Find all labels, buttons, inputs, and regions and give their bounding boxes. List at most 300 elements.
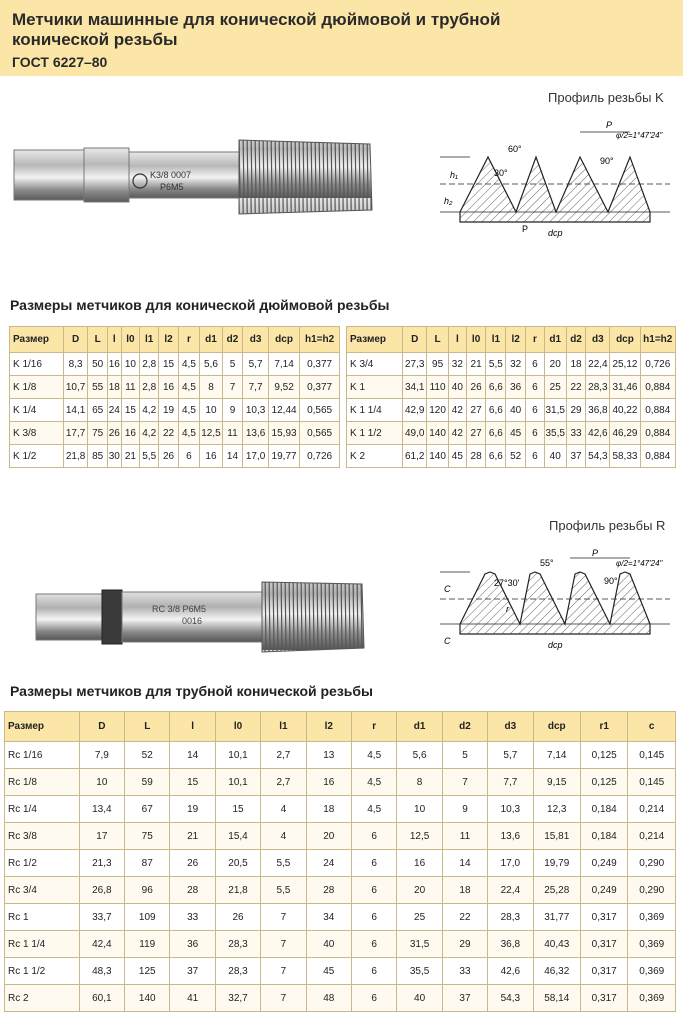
table-cell: 5,5: [261, 877, 306, 904]
table-cell: 0,125: [580, 769, 627, 796]
table-cell: 10,1: [215, 769, 260, 796]
table-cell: 28,3: [586, 376, 610, 399]
table-cell: 46,29: [610, 422, 640, 445]
table-cell: 30: [107, 445, 121, 468]
angle-90-label: 90°: [600, 156, 614, 166]
angle-90-r-label: 90°: [604, 576, 618, 586]
table-cell: 26,8: [79, 877, 124, 904]
table-cell: 40: [306, 931, 351, 958]
profile-r-label: Профиль резьбы R: [549, 518, 666, 533]
table-cell: 32: [449, 353, 467, 376]
table-cell: 20,5: [215, 850, 260, 877]
table-cell: 42,9: [403, 399, 427, 422]
table-cell: 11: [442, 823, 487, 850]
table-cell: 125: [125, 958, 170, 985]
table-cell: 36: [170, 931, 215, 958]
table-cell: 0,726: [300, 445, 340, 468]
table-row: [5, 985, 676, 1012]
table-cell: 28: [170, 877, 215, 904]
table-cell: 15,93: [268, 422, 299, 445]
table-cell: 33,7: [79, 904, 124, 931]
tap-r-marking-2: 0016: [182, 616, 203, 626]
table-cell: 12,5: [200, 422, 223, 445]
table-cell: 11: [222, 422, 242, 445]
table-cell: 7,7: [488, 769, 533, 796]
table-cell: 26: [215, 904, 260, 931]
p-r-label: P: [592, 548, 599, 558]
column-header: d3: [586, 327, 610, 353]
table-cell: 58,33: [610, 445, 640, 468]
table-cell: 9: [222, 399, 242, 422]
table-cell: 31,5: [544, 399, 566, 422]
table-cell: K 1/16: [10, 353, 64, 376]
column-header: dср: [533, 712, 580, 742]
table-cell: 20: [306, 823, 351, 850]
table-r-title: Размеры метчиков для трубной конической резьбы: [10, 683, 374, 699]
table-cell: 14: [222, 445, 242, 468]
table-row: [5, 742, 676, 769]
table-cell: 20: [544, 353, 566, 376]
table-row: [5, 823, 676, 850]
angle-60-label: 60°: [508, 144, 522, 154]
table-cell: 14: [170, 742, 215, 769]
column-header: l1: [261, 712, 306, 742]
table-cell: Rc 1/4: [5, 796, 80, 823]
page-title-line1: Метчики машинные для конической дюймовой и трубной: [12, 10, 501, 29]
table-cell: 45: [449, 445, 467, 468]
table-cell: 7: [261, 985, 306, 1012]
angle-30-label: 30°: [494, 168, 508, 178]
table-cell: 10,3: [243, 399, 269, 422]
column-header: l0: [215, 712, 260, 742]
table-cell: 35,5: [544, 422, 566, 445]
table-k-right: [346, 326, 676, 468]
table-cell: 6: [526, 399, 545, 422]
table-row: [5, 931, 676, 958]
tap-k-marking: K3/8 0007: [150, 170, 192, 180]
table-cell: 4,5: [178, 422, 199, 445]
table-cell: 15,4: [215, 823, 260, 850]
table-cell: 7,7: [243, 376, 269, 399]
column-header: l1: [140, 327, 159, 353]
column-header: d1: [200, 327, 223, 353]
table-cell: 15: [159, 353, 178, 376]
h1-label: h₁: [450, 170, 458, 180]
table-cell: 19,77: [268, 445, 299, 468]
table-cell: K 1/2: [10, 445, 64, 468]
table-cell: 0,184: [580, 796, 627, 823]
table-cell: 2,8: [140, 376, 159, 399]
table-cell: 0,290: [628, 877, 676, 904]
angle-55-label: 55°: [540, 558, 554, 568]
table-cell: 42,6: [586, 422, 610, 445]
table-row: [5, 769, 676, 796]
table-cell: 4,5: [352, 796, 397, 823]
table-cell: 9: [442, 796, 487, 823]
column-header: L: [427, 327, 449, 353]
table-cell: 16: [397, 850, 442, 877]
table-cell: 6,6: [486, 376, 506, 399]
table-cell: 14,1: [63, 399, 88, 422]
table-cell: 12,5: [397, 823, 442, 850]
table-cell: 15: [170, 769, 215, 796]
table-cell: 33: [170, 904, 215, 931]
column-header: r: [352, 712, 397, 742]
angle-phi-label: φ/2=1°47'24": [616, 131, 663, 140]
table-cell: 55: [88, 376, 107, 399]
table-cell: 16: [200, 445, 223, 468]
table-row: [5, 904, 676, 931]
table-cell: 25,28: [533, 877, 580, 904]
table-cell: 0,726: [640, 353, 675, 376]
table-cell: 4: [261, 823, 306, 850]
dcp-label: dср: [548, 228, 563, 238]
column-header: d2: [566, 327, 586, 353]
table-cell: 17,0: [488, 850, 533, 877]
p-bottom-label: P: [522, 224, 529, 234]
table-cell: 5: [442, 742, 487, 769]
table-cell: 40,43: [533, 931, 580, 958]
table-cell: 0,317: [580, 904, 627, 931]
table-cell: 0,290: [628, 850, 676, 877]
table-cell: K 2: [347, 445, 403, 468]
table-cell: 87: [125, 850, 170, 877]
tap-k-marking-2: P6M5: [160, 182, 184, 192]
table-cell: 7,14: [533, 742, 580, 769]
table-row: [5, 850, 676, 877]
table-cell: 42,4: [79, 931, 124, 958]
table-cell: 17,7: [63, 422, 88, 445]
table-cell: 17,0: [243, 445, 269, 468]
table-cell: 26: [466, 376, 486, 399]
profile-r-diagram: [430, 544, 678, 664]
table-cell: 45: [506, 422, 526, 445]
table-cell: 2,8: [140, 353, 159, 376]
table-cell: 31,46: [610, 376, 640, 399]
table-cell: 0,369: [628, 931, 676, 958]
table-cell: 4,5: [352, 769, 397, 796]
standard-label: ГОСТ 6227–80: [12, 54, 108, 70]
table-cell: 6: [352, 985, 397, 1012]
table-cell: 37: [442, 985, 487, 1012]
column-header: Размер: [5, 712, 80, 742]
column-header: dср: [268, 327, 299, 353]
table-cell: 8: [200, 376, 223, 399]
table-cell: 10,1: [215, 742, 260, 769]
column-header: d3: [488, 712, 533, 742]
table-cell: 0,377: [300, 376, 340, 399]
table-cell: 0,884: [640, 422, 675, 445]
table-cell: 75: [88, 422, 107, 445]
column-header: D: [63, 327, 88, 353]
table-cell: 6: [526, 353, 545, 376]
table-cell: 4,5: [352, 742, 397, 769]
table-cell: 28,3: [488, 904, 533, 931]
table-cell: Rc 3/8: [5, 823, 80, 850]
table-cell: 0,249: [580, 850, 627, 877]
table-cell: 21,8: [215, 877, 260, 904]
table-cell: 6,6: [486, 399, 506, 422]
table-cell: 60,1: [79, 985, 124, 1012]
table-cell: 17: [79, 823, 124, 850]
table-cell: 52: [125, 742, 170, 769]
table-cell: 6: [352, 823, 397, 850]
table-cell: 6: [352, 904, 397, 931]
table-cell: 29: [566, 399, 586, 422]
table-cell: 45: [306, 958, 351, 985]
table-cell: 140: [427, 422, 449, 445]
table-cell: 6: [352, 850, 397, 877]
table-cell: 36: [506, 376, 526, 399]
column-header: d3: [243, 327, 269, 353]
column-header: h1=h2: [640, 327, 675, 353]
table-cell: 21,3: [79, 850, 124, 877]
table-cell: 13: [306, 742, 351, 769]
table-cell: 6,6: [486, 445, 506, 468]
table-cell: 5,6: [397, 742, 442, 769]
table-cell: 35,5: [397, 958, 442, 985]
table-cell: 0,369: [628, 958, 676, 985]
table-cell: 20: [397, 877, 442, 904]
table-cell: 33: [442, 958, 487, 985]
table-cell: 37: [170, 958, 215, 985]
table-cell: 10: [200, 399, 223, 422]
table-cell: 95: [427, 353, 449, 376]
table-cell: Rc 1 1/4: [5, 931, 80, 958]
table-cell: 8: [397, 769, 442, 796]
table-cell: 7: [442, 769, 487, 796]
column-header: l: [449, 327, 467, 353]
table-cell: 7: [222, 376, 242, 399]
table-cell: 0,317: [580, 985, 627, 1012]
column-header: l: [107, 327, 121, 353]
table-cell: 10: [397, 796, 442, 823]
table-cell: 15: [121, 399, 139, 422]
table-cell: 41: [170, 985, 215, 1012]
table-cell: 5,5: [140, 445, 159, 468]
column-header: r: [526, 327, 545, 353]
table-cell: 21,8: [63, 445, 88, 468]
table-cell: 15: [215, 796, 260, 823]
table-cell: 42: [449, 422, 467, 445]
angle-27-label: 27°30': [494, 578, 520, 588]
table-row: [5, 877, 676, 904]
table-cell: 109: [125, 904, 170, 931]
table-k-left: [9, 326, 340, 468]
table-cell: 34,1: [403, 376, 427, 399]
column-header: D: [79, 712, 124, 742]
table-cell: 0,317: [580, 931, 627, 958]
table-cell: 27: [466, 399, 486, 422]
table-cell: 0,184: [580, 823, 627, 850]
angle-phi-r-label: φ/2=1°47'24": [616, 559, 663, 568]
table-cell: 4,2: [140, 422, 159, 445]
column-header: l2: [159, 327, 178, 353]
table-row: [10, 445, 340, 468]
table-cell: 42,6: [488, 958, 533, 985]
table-cell: 18: [442, 877, 487, 904]
page-title-line2: конической резьбы: [12, 30, 178, 49]
table-cell: 19,79: [533, 850, 580, 877]
table-cell: 40: [544, 445, 566, 468]
table-cell: 34: [306, 904, 351, 931]
table-cell: 29: [442, 931, 487, 958]
table-cell: 27: [466, 422, 486, 445]
table-cell: 61,2: [403, 445, 427, 468]
table-cell: 22,4: [488, 877, 533, 904]
table-cell: 6: [178, 445, 199, 468]
column-header: l: [170, 712, 215, 742]
column-header: dср: [610, 327, 640, 353]
table-cell: 0,565: [300, 399, 340, 422]
table-cell: 6: [526, 422, 545, 445]
table-cell: 21: [170, 823, 215, 850]
table-cell: K 1 1/2: [347, 422, 403, 445]
table-cell: 0,369: [628, 904, 676, 931]
table-cell: 96: [125, 877, 170, 904]
table-cell: 0,214: [628, 796, 676, 823]
table-cell: 24: [107, 399, 121, 422]
table-cell: 26: [170, 850, 215, 877]
table-cell: 140: [427, 445, 449, 468]
table-cell: 19: [170, 796, 215, 823]
column-header: l2: [306, 712, 351, 742]
table-cell: 48,3: [79, 958, 124, 985]
column-header: h1=h2: [300, 327, 340, 353]
table-row: [5, 958, 676, 985]
table-cell: 10,7: [63, 376, 88, 399]
column-header: r: [178, 327, 199, 353]
table-cell: 25,12: [610, 353, 640, 376]
table-cell: Rc 3/4: [5, 877, 80, 904]
table-cell: 2,7: [261, 769, 306, 796]
table-cell: K 3/4: [347, 353, 403, 376]
profile-k-label: Профиль резьбы K: [548, 90, 664, 105]
table-cell: 5,7: [243, 353, 269, 376]
table-row: [5, 796, 676, 823]
table-cell: 40,22: [610, 399, 640, 422]
table-cell: K 1/8: [10, 376, 64, 399]
table-cell: 7: [261, 904, 306, 931]
dcp-r-label: dср: [548, 640, 563, 650]
table-cell: 18: [306, 796, 351, 823]
table-row: [10, 422, 340, 445]
table-cell: 4,5: [178, 399, 199, 422]
table-cell: 110: [427, 376, 449, 399]
table-cell: 4,5: [178, 376, 199, 399]
table-cell: 13,6: [488, 823, 533, 850]
table-cell: 28: [466, 445, 486, 468]
table-cell: 6: [526, 445, 545, 468]
table-cell: 0,125: [580, 742, 627, 769]
table-cell: 12,3: [533, 796, 580, 823]
table-cell: 0,214: [628, 823, 676, 850]
column-header: L: [88, 327, 107, 353]
table-cell: 31,77: [533, 904, 580, 931]
table-cell: 25: [544, 376, 566, 399]
column-header: d2: [442, 712, 487, 742]
table-cell: 5,7: [488, 742, 533, 769]
table-row: [347, 445, 676, 468]
table-cell: 65: [88, 399, 107, 422]
table-cell: 6: [352, 931, 397, 958]
table-cell: 5: [222, 353, 242, 376]
table-cell: 42: [449, 399, 467, 422]
table-cell: 58,14: [533, 985, 580, 1012]
table-cell: 5,5: [486, 353, 506, 376]
table-cell: 0,317: [580, 958, 627, 985]
table-cell: 22: [566, 376, 586, 399]
table-cell: 5,5: [261, 850, 306, 877]
table-row: [347, 353, 676, 376]
table-cell: 4,2: [140, 399, 159, 422]
table-cell: 36,8: [586, 399, 610, 422]
table-cell: 26: [159, 445, 178, 468]
table-cell: 10,3: [488, 796, 533, 823]
table-cell: K 1/4: [10, 399, 64, 422]
table-cell: 85: [88, 445, 107, 468]
table-cell: 7: [261, 931, 306, 958]
table-cell: 13,4: [79, 796, 124, 823]
table-cell: 40: [397, 985, 442, 1012]
table-cell: 32: [506, 353, 526, 376]
p-label: P: [606, 120, 613, 130]
table-cell: 9,52: [268, 376, 299, 399]
table-cell: 18: [566, 353, 586, 376]
table-cell: 7: [261, 958, 306, 985]
table-cell: 13,6: [243, 422, 269, 445]
table-cell: 4,5: [178, 353, 199, 376]
table-cell: 120: [427, 399, 449, 422]
table-cell: Rc 1/8: [5, 769, 80, 796]
table-cell: 24: [306, 850, 351, 877]
table-cell: 46,32: [533, 958, 580, 985]
tap-r-marking: RC 3/8 P6M5: [152, 604, 207, 614]
table-row: [347, 399, 676, 422]
table-cell: 16: [306, 769, 351, 796]
table-cell: 7,9: [79, 742, 124, 769]
table-cell: 6: [352, 877, 397, 904]
table-cell: 27,3: [403, 353, 427, 376]
column-header: D: [403, 327, 427, 353]
table-cell: 0,884: [640, 376, 675, 399]
h2-label: h₂: [444, 196, 453, 206]
table-cell: 22: [159, 422, 178, 445]
table-cell: 28,3: [215, 931, 260, 958]
table-cell: Rc 1: [5, 904, 80, 931]
table-cell: 8,3: [63, 353, 88, 376]
table-row: [10, 399, 340, 422]
table-cell: 50: [88, 353, 107, 376]
table-cell: 10: [121, 353, 139, 376]
table-cell: 52: [506, 445, 526, 468]
c-label-top: C: [444, 584, 451, 594]
table-cell: 0,884: [640, 399, 675, 422]
column-header: l2: [506, 327, 526, 353]
table-cell: Rc 1/16: [5, 742, 80, 769]
table-cell: 26: [107, 422, 121, 445]
table-cell: 37: [566, 445, 586, 468]
table-cell: 7,14: [268, 353, 299, 376]
r-label: r: [506, 604, 509, 614]
column-header: l1: [486, 327, 506, 353]
table-cell: 0,377: [300, 353, 340, 376]
table-cell: 59: [125, 769, 170, 796]
table-cell: 10: [79, 769, 124, 796]
table-cell: 4: [261, 796, 306, 823]
table-cell: 140: [125, 985, 170, 1012]
table-cell: 32,7: [215, 985, 260, 1012]
